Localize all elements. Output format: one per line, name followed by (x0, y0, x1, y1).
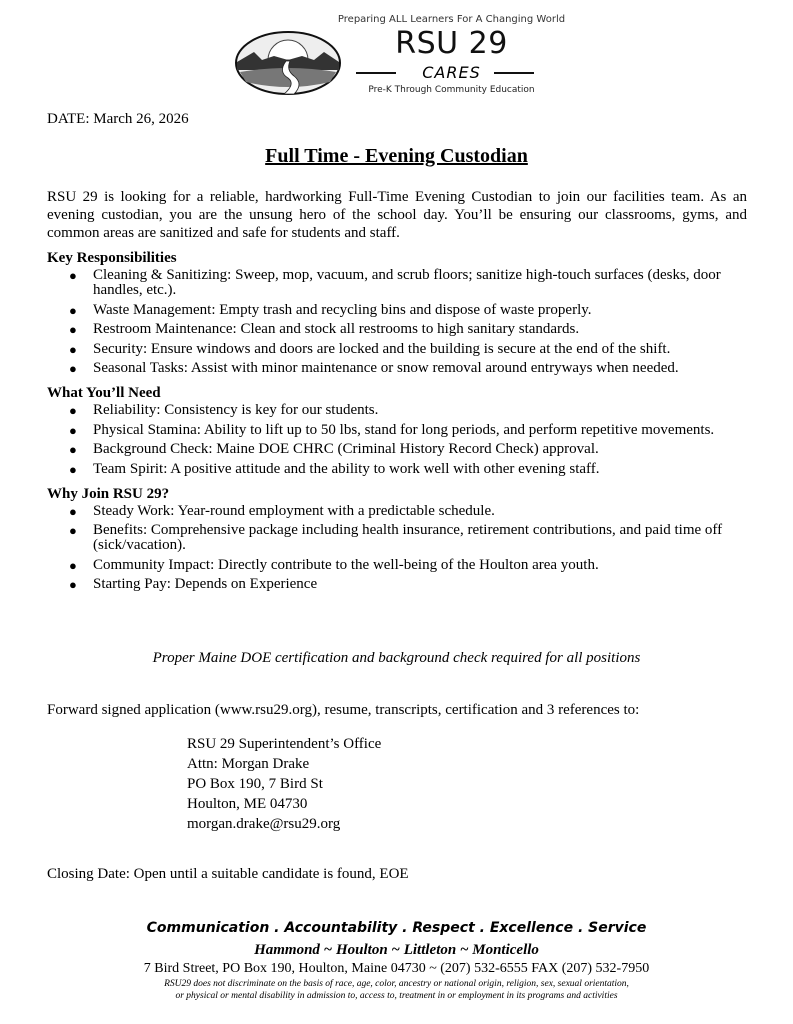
address-line: Attn: Morgan Drake (187, 756, 310, 772)
section-heading: Why Join RSU 29? (47, 485, 170, 502)
nondiscrimination-line: or physical or mental disability in admission to, access to, treatment in or employment in its programs and activities (175, 991, 618, 1001)
footer-towns: Hammond ~ Houlton ~ Littleton ~ Monticello (254, 942, 539, 958)
posting-date: DATE: March 26, 2026 (47, 111, 189, 127)
footer-contact: 7 Bird Street, PO Box 190, Houlton, Maine 04730 ~ (207) 532-6555 FAX (207) 532-7950 (143, 961, 650, 976)
nondiscrimination-statement (0, 978, 793, 1002)
footer-values: Communication . Accountability . Respect . Excellence . Service (146, 920, 647, 936)
header-subtitle: Pre-K Through Community Education (368, 85, 535, 95)
benefits-list (47, 504, 747, 593)
mailing-address (187, 734, 793, 834)
section-heading: What You’ll Need (47, 385, 161, 401)
list-item: ● Benefits: Comprehensive package including health insurance, retirement contributions, and paid time off (sick/vacation). (93, 523, 747, 553)
requirements-list (47, 403, 747, 477)
contact-email: morgan.drake@rsu29.org (187, 816, 341, 832)
nondiscrimination-line: RSU29 does not discriminate on the basis of race, age, color, ancestry or national origin, religion, sex, sexual orientation, (164, 979, 629, 989)
list-item: ● Community Impact: Directly contribute to the well-being of the Houlton area youth. (93, 558, 747, 573)
list-item: ● Steady Work: Year-round employment with a predictable schedule. (93, 504, 747, 519)
address-line: RSU 29 Superintendent’s Office (187, 736, 382, 752)
list-item: ● Restroom Maintenance: Clean and stock all restrooms to high sanitary standards. (93, 322, 747, 337)
address-line: PO Box 190, 7 Bird St (187, 776, 323, 792)
list-item: ● Starting Pay: Depends on Experience (93, 577, 747, 592)
divider (494, 72, 534, 74)
closing-date: Closing Date: Open until a suitable candidate is found, EOE (47, 866, 409, 882)
org-name: RSU 29 (395, 26, 508, 61)
forward-instructions: Forward signed application (www.rsu29.org), resume, transcripts, certification and 3 references to: (47, 702, 640, 718)
responsibilities-list (47, 268, 747, 376)
tagline: Preparing ALL Learners For A Changing World (337, 14, 566, 25)
list-item: ● Reliability: Consistency is key for our students. (93, 403, 747, 418)
list-item: ● Background Check: Maine DOE CHRC (Criminal History Record Check) approval. (93, 442, 747, 457)
cares-label: CARES (422, 63, 481, 82)
address-line: Houlton, ME 04730 (187, 796, 308, 812)
list-item: ● Cleaning & Sanitizing: Sweep, mop, vacuum, and scrub floors; sanitize high-touch surfaces (desks, door handles, etc.). (93, 268, 747, 298)
list-item: ● Team Spirit: A positive attitude and the ability to work well with other evening staff. (93, 462, 747, 477)
section-heading: Key Responsibilities (47, 250, 177, 266)
list-item: ● Physical Stamina: Ability to lift up to 50 lbs, stand for long periods, and perform repetitive movements. (93, 423, 747, 438)
list-item: ● Seasonal Tasks: Assist with minor maintenance or snow removal around entryways when needed. (93, 361, 747, 376)
intro-paragraph: RSU 29 is looking for a reliable, hardworking Full-Time Evening Custodian to join our facilities team. As an evening custodian, you are the unsung hero of the school day. You’ll be ensuring our classrooms, gyms, and common areas are sanitized and safe for students and staff. (47, 189, 747, 241)
list-item: ● Security: Ensure windows and doors are locked and the building is secure at the end of the shift. (93, 342, 747, 357)
list-item: ● Waste Management: Empty trash and recycling bins and dispose of waste properly. (93, 303, 747, 318)
job-title: Full Time - Evening Custodian (265, 145, 528, 167)
certification-note: Proper Maine DOE certification and background check required for all positions (152, 650, 641, 666)
job-sections (47, 249, 747, 600)
